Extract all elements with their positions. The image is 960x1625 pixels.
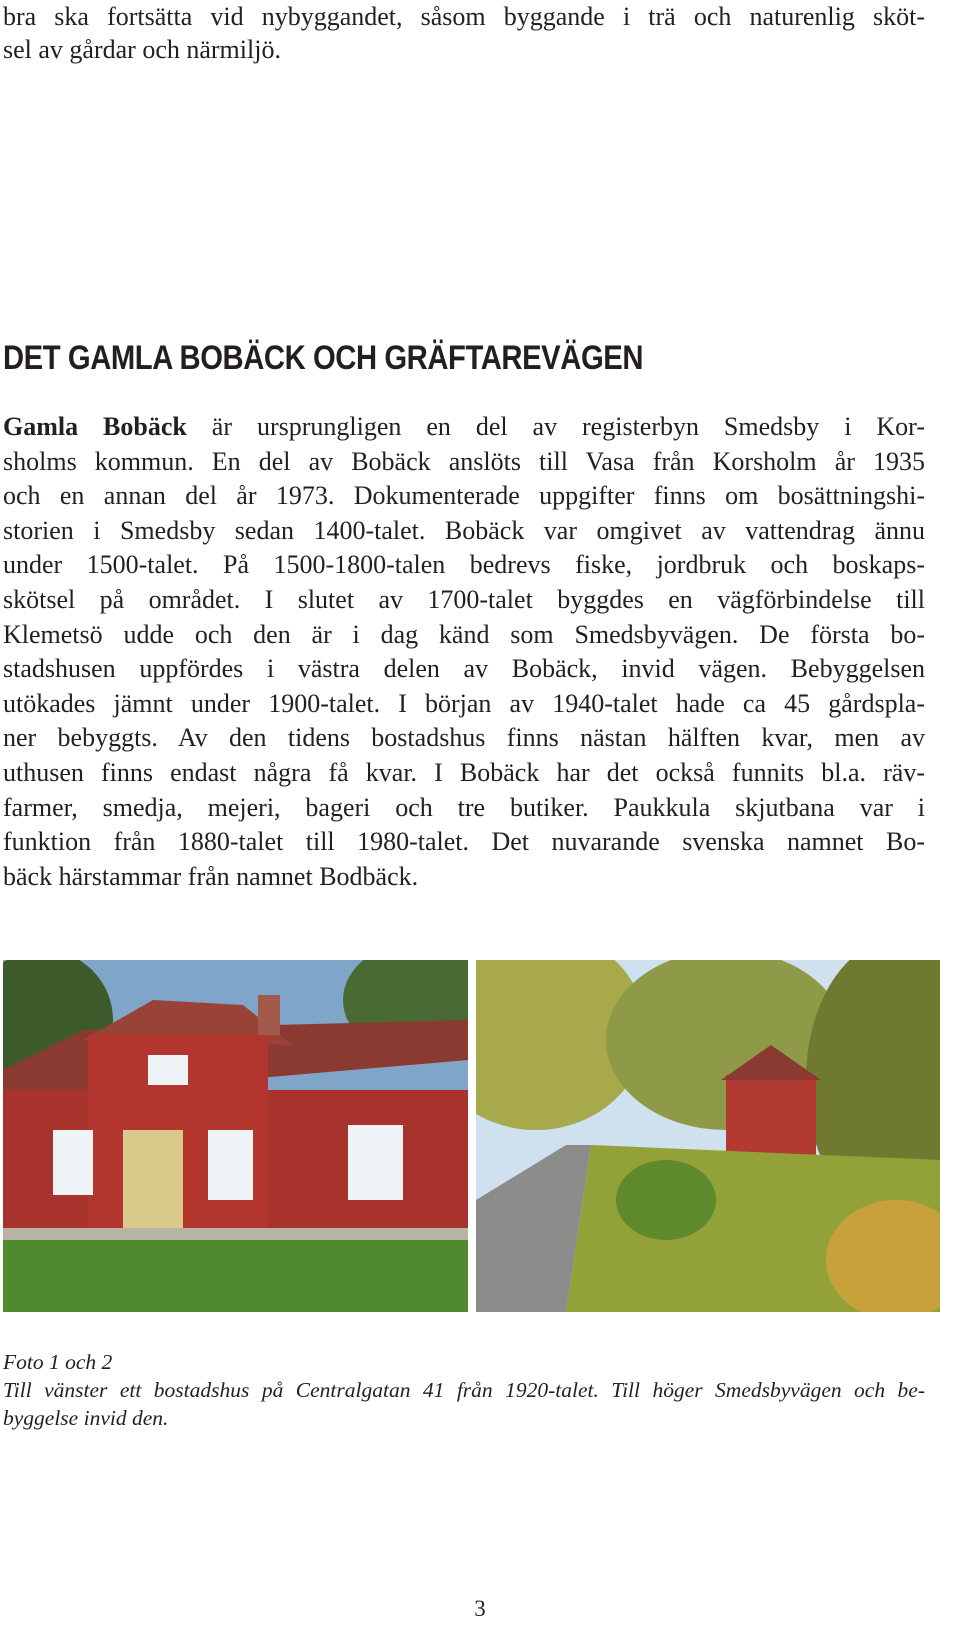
body-line: och en annan del år 1973. Dokumenterade uppgifter finns om bosättningshi- [3,481,925,511]
body-line [3,410,925,445]
body-line: under 1500-talet. På 1500-1800-talen bedrevs fiske, jordbruk och boskaps- [3,550,925,580]
page-number: 3 [474,1596,486,1621]
body-line: uthusen finns endast några få kvar. I Bobäck har det också funnits bl.a. räv- [3,757,925,787]
body-paragraph [3,410,925,894]
body-line: stadshusen uppfördes i västra delen av Bobäck, invid vägen. Bebyggelsen [3,654,925,684]
body-line: funktion från 1880-talet till 1980-talet. Det nuvarande svenska namnet Bo- [3,827,925,857]
intro-line: bra ska fortsätta vid nybyggandet, såsom byggande i trä och naturenlig sköt- [3,2,925,31]
body-lead-bold: Gamla Bobäck [3,412,187,441]
intro-paragraph [3,0,925,66]
body-line: Klemetsö udde och den är i dag känd som Smedsbyvägen. De första bo- [3,619,925,649]
body-line: bäck härstammar från namnet Bodbäck. [3,861,419,891]
body-line: farmer, smedja, mejeri, bageri och tre butiker. Paukkula skjutbana var i [3,792,925,822]
body-line: sholms kommun. En del av Bobäck anslöts till Vasa från Korsholm år 1935 [3,446,925,476]
body-line: ner bebyggts. Av den tidens bostadshus finns nästan hälften kvar, men av [3,723,925,753]
caption-line: byggelse invid den. [3,1406,169,1430]
photo-caption [3,1348,925,1432]
body-line: utökades jämnt under 1900-talet. I början av 1940-talet hade ca 45 gårdspla- [3,688,925,718]
photo-red-house [3,960,468,1312]
caption-line: Till vänster ett bostadshus på Centralgatan 41 från 1920-talet. Till höger Smedsbyvägen och be- [3,1378,925,1402]
photo-smedsbyvagen [476,960,940,1312]
photo-smedsbyvagen-illustration [476,960,940,1312]
photo-red-house-illustration [3,960,468,1312]
section-heading: DET GAMLA BOBÄCK OCH GRÄFTAREVÄGEN [3,339,644,377]
caption-title: Foto 1 och 2 [3,1350,113,1374]
body-line: storien i Smedsby sedan 1400-talet. Bobäck var omgivet av vattendrag ännu [3,515,925,545]
intro-line: sel av gårdar och närmiljö. [3,35,281,64]
body-line: skötsel på området. I slutet av 1700-talet byggdes en vägförbindelse till [3,584,925,614]
body-lead-rest: är ursprungligen en del av registerbyn Smedsby i Kor- [186,412,925,441]
